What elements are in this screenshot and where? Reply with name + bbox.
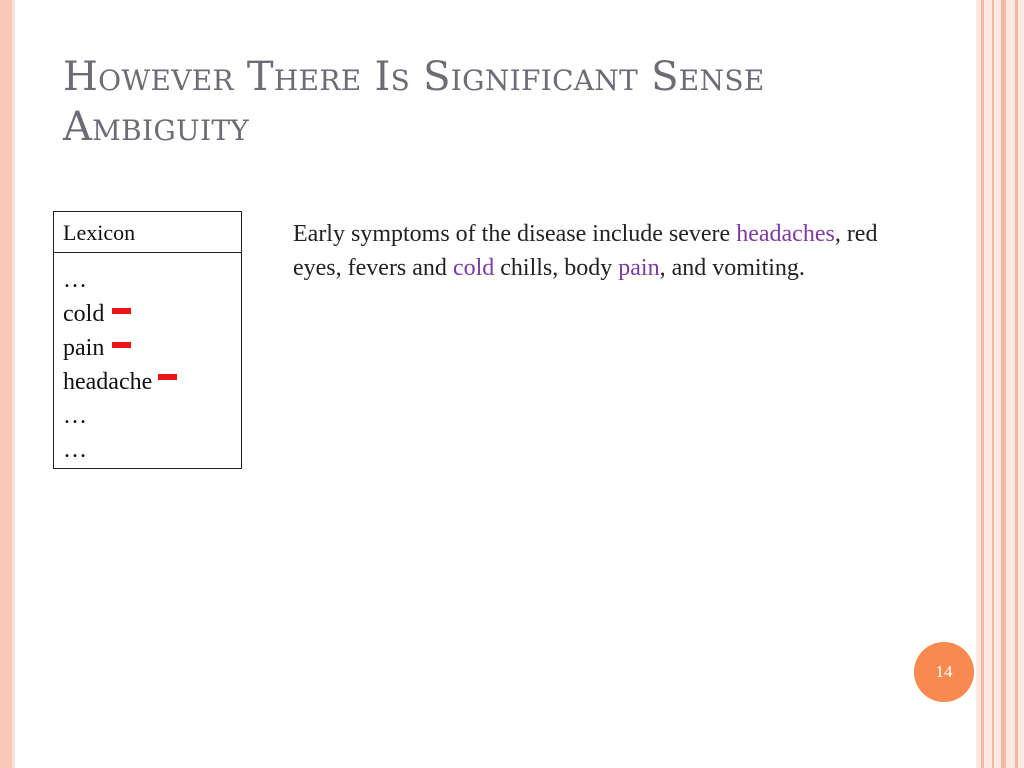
right-border-stripe [1001, 0, 1006, 768]
right-border-stripe [992, 0, 994, 768]
lexicon-row [63, 399, 241, 433]
left-border [0, 0, 12, 768]
lexicon-row [63, 433, 241, 467]
passage-text: Early symptoms of the disease include severe [293, 221, 737, 247]
passage-text: , and vomiting. [659, 255, 805, 281]
slide-title: However There Is Significant Sense Ambiguity [63, 54, 765, 150]
sense-marker-icon [158, 374, 177, 380]
passage-text: , red eyes, fevers and [293, 221, 878, 281]
passage-text: chills, body [494, 255, 619, 281]
example-passage [293, 217, 903, 285]
lexicon-entry: headache [63, 369, 153, 395]
lexicon-entry: … [63, 403, 87, 429]
lexicon-row [63, 331, 241, 365]
lexicon-entry: cold [63, 301, 105, 327]
left-border-inner [12, 0, 15, 768]
lexicon-entry: … [63, 267, 87, 293]
lexicon-row [63, 365, 241, 399]
ambiguous-word: pain [618, 255, 660, 281]
lexicon-header: Lexicon [54, 212, 241, 253]
lexicon-row [63, 263, 241, 297]
lexicon-body [54, 253, 241, 467]
right-border-stripe [981, 0, 984, 768]
lexicon-entry: … [63, 437, 87, 463]
ambiguous-word: headaches [736, 221, 835, 247]
ambiguous-word: cold [452, 255, 495, 281]
lexicon-entry: pain [63, 335, 105, 361]
page-number-badge: 14 [914, 642, 974, 702]
lexicon-table [53, 211, 242, 469]
right-border-stripe [1015, 0, 1018, 768]
sense-marker-icon [112, 308, 131, 314]
sense-marker-icon [112, 342, 131, 348]
lexicon-row [63, 297, 241, 331]
